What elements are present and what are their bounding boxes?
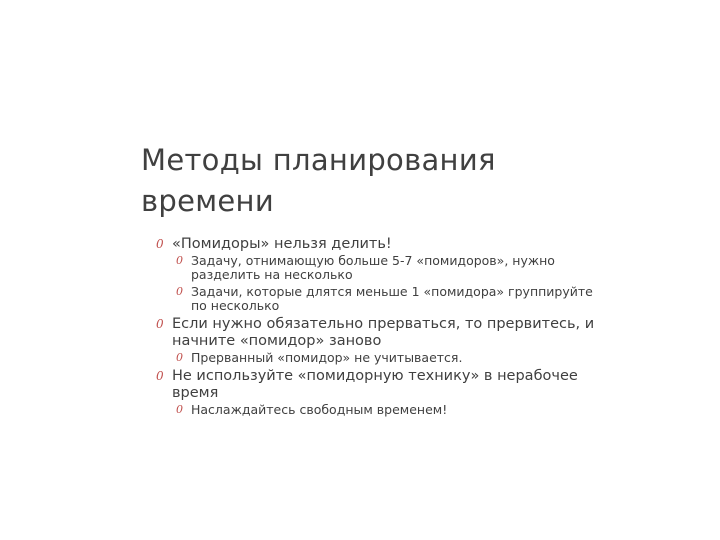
sub-bullet-item [176, 403, 596, 417]
bullet-text: Если нужно обязательно прерваться, то прервитесь, и начните «помидор» заново [172, 316, 595, 349]
bullet-marker-icon: 0 [156, 237, 164, 251]
bullet-marker-icon: 0 [176, 285, 183, 298]
sub-bullet-item [176, 285, 596, 313]
bullet-item [156, 368, 596, 402]
bullet-item [156, 236, 596, 253]
bullet-marker-icon: 0 [176, 403, 183, 416]
bullet-text: Не используйте «помидорную технику» в нерабочее время [172, 368, 578, 401]
bullet-marker-icon: 0 [156, 317, 164, 331]
bullet-marker-icon: 0 [176, 254, 183, 267]
slide-title-line-2: времени [141, 184, 274, 218]
sub-bullet-text: Задачу, отнимающую больше 5-7 «помидоров», нужно разделить на несколько [191, 253, 555, 282]
bullet-item [156, 316, 596, 350]
sub-bullet-text: Наслаждайтесь свободным временем! [191, 402, 448, 417]
sub-bullet-text: Прерванный «помидор» не учитывается. [191, 350, 463, 365]
bullet-list [156, 236, 596, 420]
sub-bullet-text: Задачи, которые длятся меньше 1 «помидора» группируйте по несколько [191, 284, 593, 313]
bullet-marker-icon: 0 [176, 351, 183, 364]
bullet-marker-icon: 0 [156, 369, 164, 383]
sub-bullet-item [176, 351, 596, 365]
slide-title [141, 140, 611, 222]
slide-title-line-1: Методы планирования [141, 143, 496, 177]
bullet-text: «Помидоры» нельзя делить! [172, 236, 392, 252]
sub-bullet-item [176, 254, 596, 282]
